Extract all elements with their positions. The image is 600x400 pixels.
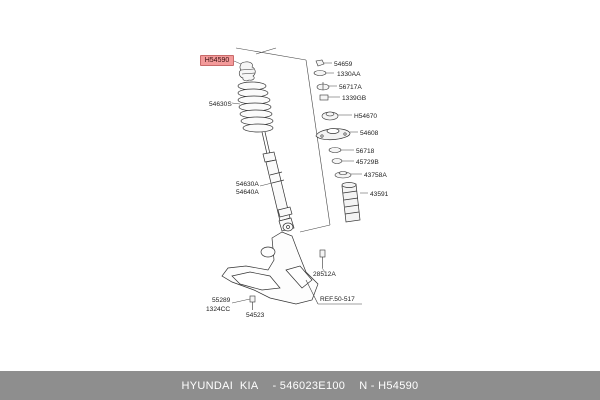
highlighted-part-label[interactable]: H54590 [200,55,234,66]
coil-spring-part [238,82,273,132]
lower-arm-part [222,232,318,304]
strut-mount-54608-part [316,129,350,140]
label-1330aa: 1330AA [337,71,361,78]
label-56718: 56718 [356,148,375,155]
footer-brand: HYUNDAI KIA [181,379,259,392]
nut-1339gb-part [320,95,328,100]
bump-stop-part [239,62,255,81]
label-54630a: 54630A [236,181,259,188]
footer-bar [0,371,600,400]
label-1339gb: 1339GB [342,95,367,102]
bolt-54523-part [250,296,255,310]
label-45729b: 45729B [356,159,379,166]
label-54523: 54523 [246,312,265,319]
label-54659: 54659 [334,61,353,68]
label-ref: REF.50-517 [320,296,355,303]
shock-absorber-part [262,132,294,231]
label-54630s: 54630S [209,101,232,108]
dust-boot-43591-part [342,183,360,223]
insulator-h54670-part [322,112,338,120]
label-h54670: H54670 [354,113,378,120]
pad-43758a-part [335,172,351,179]
cap-56717a-part [317,82,329,90]
footer-replacement: N - H54590 [359,379,419,392]
leader-54630s [232,103,240,104]
seat-45729b-part [332,159,342,164]
label-43758a: 43758A [364,172,387,179]
label-56717a: 56717A [339,84,362,91]
washer-1330aa-part [314,71,326,76]
stud-28512a-part [320,250,325,268]
label-28512a: 28512A [313,271,336,278]
label-43591: 43591 [370,191,389,198]
footer-part-number: - 546023E100 [272,379,346,392]
leader-54630a [260,183,272,186]
label-54640a: 54640A [236,189,259,196]
nut-54659-part [316,60,324,66]
label-54608: 54608 [360,130,379,137]
leader-h54590 [234,61,241,64]
label-1324cc: 1324CC [206,306,231,313]
label-55289: 55289 [212,297,231,304]
leader-55289 [232,299,250,303]
bearing-56718-part [329,148,341,153]
